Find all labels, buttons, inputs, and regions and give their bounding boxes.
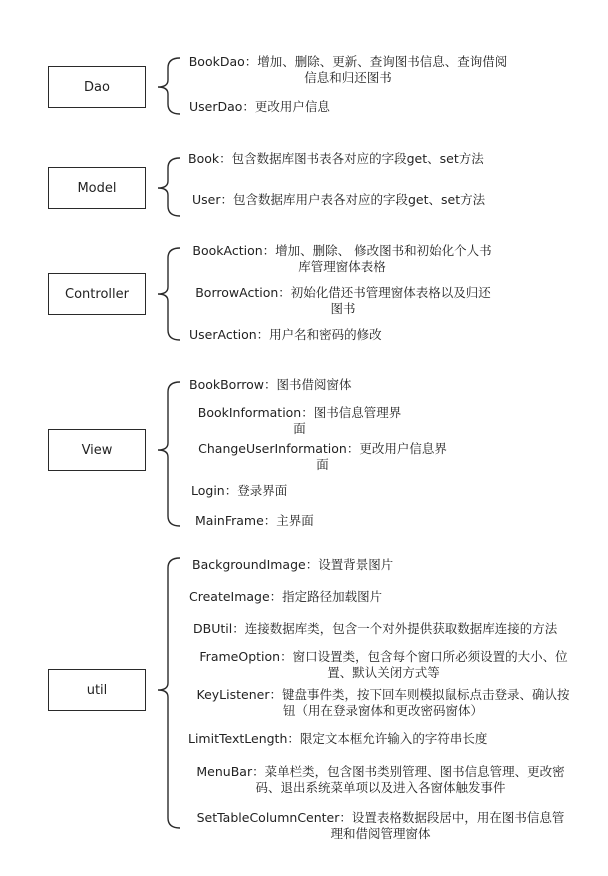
item-text: MainFrame：主界面 [195,513,314,528]
view-item-bookinformation [193,405,406,437]
item-text-cont: 库管理窗体表格 [298,259,386,274]
item-text: Book：包含数据库图书表各对应的字段get、set方法 [188,151,484,166]
view-item-bookborrow [189,377,352,393]
item-text: BookInformation：图书信息管理界 [197,405,402,420]
item-text: User：包含数据库用户表各对应的字段get、set方法 [192,192,486,207]
item-text: ChangeUserInformation：更改用户信息界 [198,441,447,456]
item-text-cont: 钮（用在登录窗体和更改密码窗体） [282,703,483,718]
node-controller: Controller [48,273,146,315]
util-item-dbutil [193,621,557,637]
dao-item-userdao [189,99,330,115]
item-text: SetTableColumnCenter：设置表格数据段居中，用在图书信息管 [196,810,565,825]
node-model: Model [48,167,146,209]
controller-item-borrowaction [188,285,498,317]
item-text-cont: 理和借阅管理窗体 [330,826,431,841]
item-text: BookAction：增加、删除、 修改图书和初始化个人书 [192,243,492,258]
util-item-backgroundimage [192,557,393,573]
item-text-cont: 图书 [330,301,356,316]
bracket-controller [158,248,180,340]
item-text: LimitTextLength：限定文本框允许输入的字符串长度 [188,731,488,746]
view-item-changeuserinformation [195,441,450,473]
item-text-cont: 面 [316,457,329,472]
item-text: BorrowAction：初始化借还书管理窗体表格以及归还 [195,285,491,300]
util-item-createimage [189,589,382,605]
util-item-frameoption [192,649,575,681]
dao-item-bookdao [182,54,514,86]
item-text-cont: 置、默认关闭方式等 [327,665,440,680]
bracket-view [158,382,180,526]
bracket-dao [158,58,180,114]
node-view: View [48,429,146,471]
model-item-user [192,192,485,208]
util-item-keylistener [191,687,575,719]
node-util: util [48,669,146,711]
bracket-model [158,158,180,216]
controller-item-bookaction [186,243,498,275]
item-text: KeyListener：键盘事件类，按下回车则模拟鼠标点击登录、确认按 [196,687,570,702]
item-text-cont: 面 [293,421,306,436]
item-text: BackgroundImage：设置背景图片 [192,557,394,572]
view-item-mainframe [195,513,314,529]
view-item-login [191,483,287,499]
util-item-menubar [188,764,573,796]
util-item-settablecolumncenter [188,810,573,842]
item-text: BookBorrow：图书借阅窗体 [189,377,352,392]
item-text: FrameOption：窗口设置类，包含每个窗口所必须设置的大小、位 [199,649,568,664]
item-text: MenuBar：菜单栏类，包含图书类别管理、图书信息管理、更改密 [196,764,565,779]
model-item-book [188,151,484,167]
item-text: UserDao：更改用户信息 [189,99,330,114]
item-text: DBUtil：连接数据库类，包含一个对外提供获取数据库连接的方法 [193,621,558,636]
item-text-cont: 码、退出系统菜单项以及进入各窗体触发事件 [255,780,506,795]
bracket-util [158,558,180,828]
util-item-limittextlength [188,731,487,747]
item-text: UserAction：用户名和密码的修改 [189,327,382,342]
item-text: BookDao：增加、删除、更新、查询图书信息、查询借阅 [188,54,508,69]
item-text: Login：登录界面 [191,483,288,498]
node-dao: Dao [48,66,146,108]
controller-item-useraction [189,327,382,343]
item-text-cont: 信息和归还图书 [304,70,392,85]
item-text: CreateImage：指定路径加载图片 [189,589,383,604]
